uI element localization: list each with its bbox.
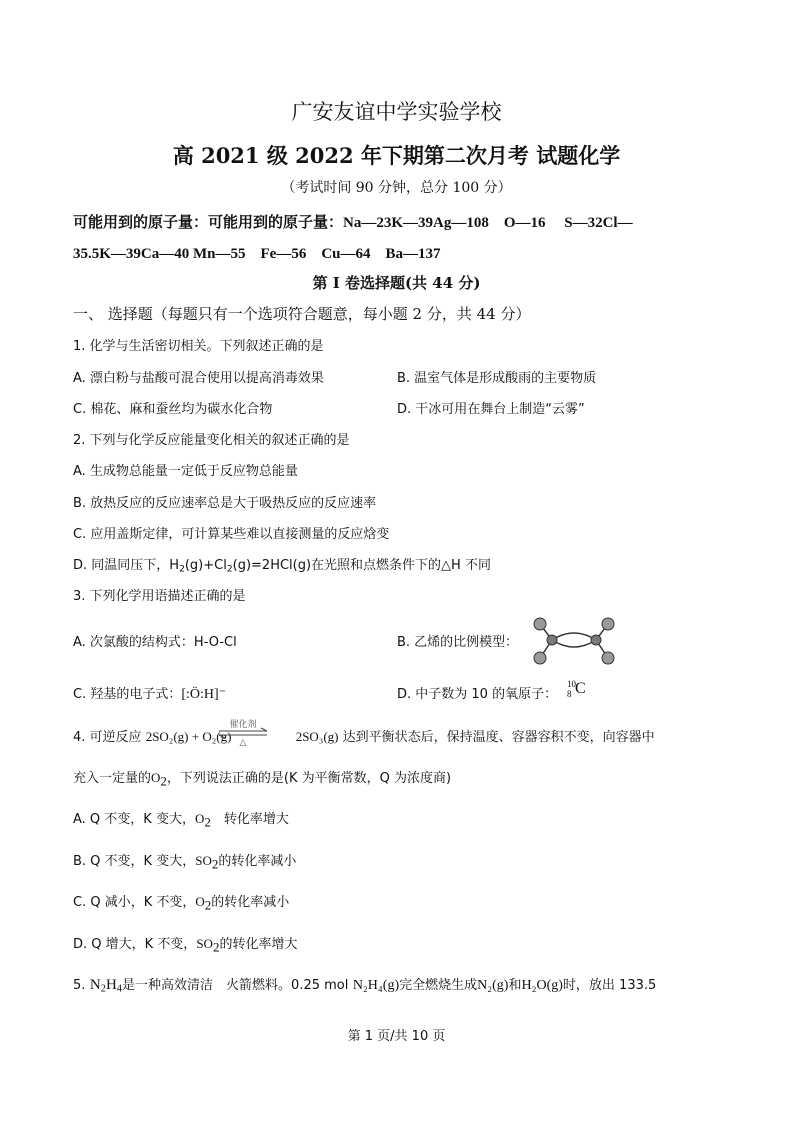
section-title: 第 I 卷选择题(共 44 分) [312, 274, 481, 292]
q2-option-b: B. 放热反应的反应速率总是大于吸热反应的反应速率 [73, 496, 377, 511]
atomic-mass-line2: 35.5K—39Ca—40 Mn—55 Fe—56 Cu—64 Ba—137 [73, 246, 441, 262]
hydroxyl-electron-formula: [:Ö:H]⁻ [181, 687, 227, 702]
section-instructions: 一、 选择题（每题只有一个选项符合题意，每小题 2 分，共 44 分） [73, 305, 531, 323]
q1-option-c: C. 棉花、麻和蚕丝均为碳水化合物 [73, 402, 273, 417]
exam-page: 广安友谊中学实验学校 高 2021 级 2022 年下期第二次月考 试题化学 （考试时间 90 分钟，总分 100 分） 可能用到的原子量：可能用到的原子量：Na—23K—39Ag—108 O—16 S—32Cl— 35.5K—39Ca—40 Mn—55 Fe—56 Cu—64 Ba—137 第 I 卷选择题(共 44 分) 一、 选择题（每题只有一个选项符合题意，每小题 2 分，共 44 分） 1. 化学与生活密切相关。下列叙述正确的是 A. 漂白粉与盐酸可混合使用以提高消毒效果 B. 温室气体是形成酸雨的主要物质 C. 棉花、麻和蚕丝均为碳水化合物 D. 干冰可用在舞台上制造“云雾” 2. 下列与化学反应能量变化相关的叙述正确的是 A. 生成物总能量一定低于反应物总能量 B. 放热反应的反应速率总是大于吸热反应的反应速率 C. 应用盖斯定律，可计算某些难以直接测量的反应焓变 D. 同温同压下，$H_2(g)+Cl_2(g)=2HCl(g)$在光照和点燃条件下的△H 不同 3. 下列化学用语描述正确的是 A. 次氯酸的结构式：H-O-Cl B. 乙烯的比例模型： C. 羟基的电子式：[:Ö:H]⁻ D. 中子数为 10 的氧原子： 10 8 C 4. 可逆反应 2SO₂(g) + O₂(g) 2SO₃(g) 达到平衡状态后，保持温度、容器容积不变，向容器中 催化剂 △ 充入一定量的O2，下列说法正确的是(K 为平衡常数，Q 为浓度商) A. Q 不变，K 变大，O2 转化率增大 B. Q 不变，K 变大，SO2的转化率减小 C. Q 减小，K 不变，O2的转化率减小 D. Q 增大，K 不变，SO2的转化率增大 5. $N_2H_4$是一种高效清洁 火箭燃料。0.25 mol N₂H₄(g)完全燃烧生成N₂(g)和H₂O(g)时，放出 133.5 第 1 页/共 10 页 [0, 0, 793, 1123]
q1-option-d: D. 干冰可用在舞台上制造“云雾” [397, 402, 585, 417]
q4-equation-right: 2SO₃(g) [295, 729, 339, 744]
page-footer: 第 1 页/共 10 页 [347, 1029, 446, 1044]
q4-stem-line1: 4. 可逆反应 2SO₂(g) + O₂(g) 2SO₃(g) 达到平衡状态后，保持温度、容器容积不变，向容器中 [73, 729, 655, 745]
exam-info: （考试时间 90 分钟，总分 100 分） [281, 180, 512, 196]
q4-option-b: B. Q 不变，K 变大，SO2的转化率减小 [73, 853, 297, 872]
q4-stem-line2: 充入一定量的O2，下列说法正确的是(K 为平衡常数，Q 为浓度商) [73, 770, 452, 789]
q3-stem: 3. 下列化学用语描述正确的是 [73, 589, 246, 604]
equilibrium-arrow-icon [217, 717, 269, 747]
q4-option-d: D. Q 增大，K 不变，SO2的转化率增大 [73, 936, 298, 955]
q2-option-c: C. 应用盖斯定律，可计算某些难以直接测量的反应焓变 [73, 527, 390, 542]
svg-text:催化剂: 催化剂 [229, 720, 257, 730]
q3-option-a: A. 次氯酸的结构式：H-O-Cl [73, 635, 237, 650]
atomic-mass-line1: 可能用到的原子量：可能用到的原子量：Na—23K—39Ag—108 O—16 S—32Cl— [73, 215, 633, 231]
q2-option-a: A. 生成物总能量一定低于反应物总能量 [73, 464, 298, 479]
q1-option-a: A. 漂白粉与盐酸可混合使用以提高消毒效果 [73, 371, 324, 386]
q3-option-c: C. 羟基的电子式：[:Ö:H]⁻ [73, 687, 227, 702]
q5-stem: 5. $N_2H_4$是一种高效清洁 火箭燃料。0.25 mol N₂H₄(g)完全燃烧生成N₂(g)和H₂O(g)时，放出 133.5 [73, 977, 657, 995]
q4-option-c: C. Q 减小，K 不变，O2的转化率减小 [73, 894, 290, 913]
school-name: 广安友谊中学实验学校 [291, 100, 502, 124]
q2-option-d: D. 同温同压下，$H_2(g)+Cl_2(g)=2HCl(g)$在光照和点燃条件下的△H 不同 [73, 558, 491, 575]
svg-text:△: △ [239, 738, 247, 747]
q1-option-b: B. 温室气体是形成酸雨的主要物质 [397, 371, 597, 386]
q4-option-a: A. Q 不变，K 变大，O2 转化率增大 [73, 811, 289, 830]
q2-stem: 2. 下列与化学反应能量变化相关的叙述正确的是 [73, 433, 350, 448]
q3-option-b: B. 乙烯的比例模型： [397, 635, 519, 650]
q3-option-d: D. 中子数为 10 的氧原子： [397, 687, 558, 702]
q4-equation-left: 2SO₂(g) + O₂(g) [145, 729, 232, 744]
exam-title: 高 2021 级 2022 年下期第二次月考 试题化学 [172, 143, 621, 168]
q1-stem: 1. 化学与生活密切相关。下列叙述正确的是 [73, 339, 324, 354]
ethylene-ball-model-figure [528, 616, 620, 666]
